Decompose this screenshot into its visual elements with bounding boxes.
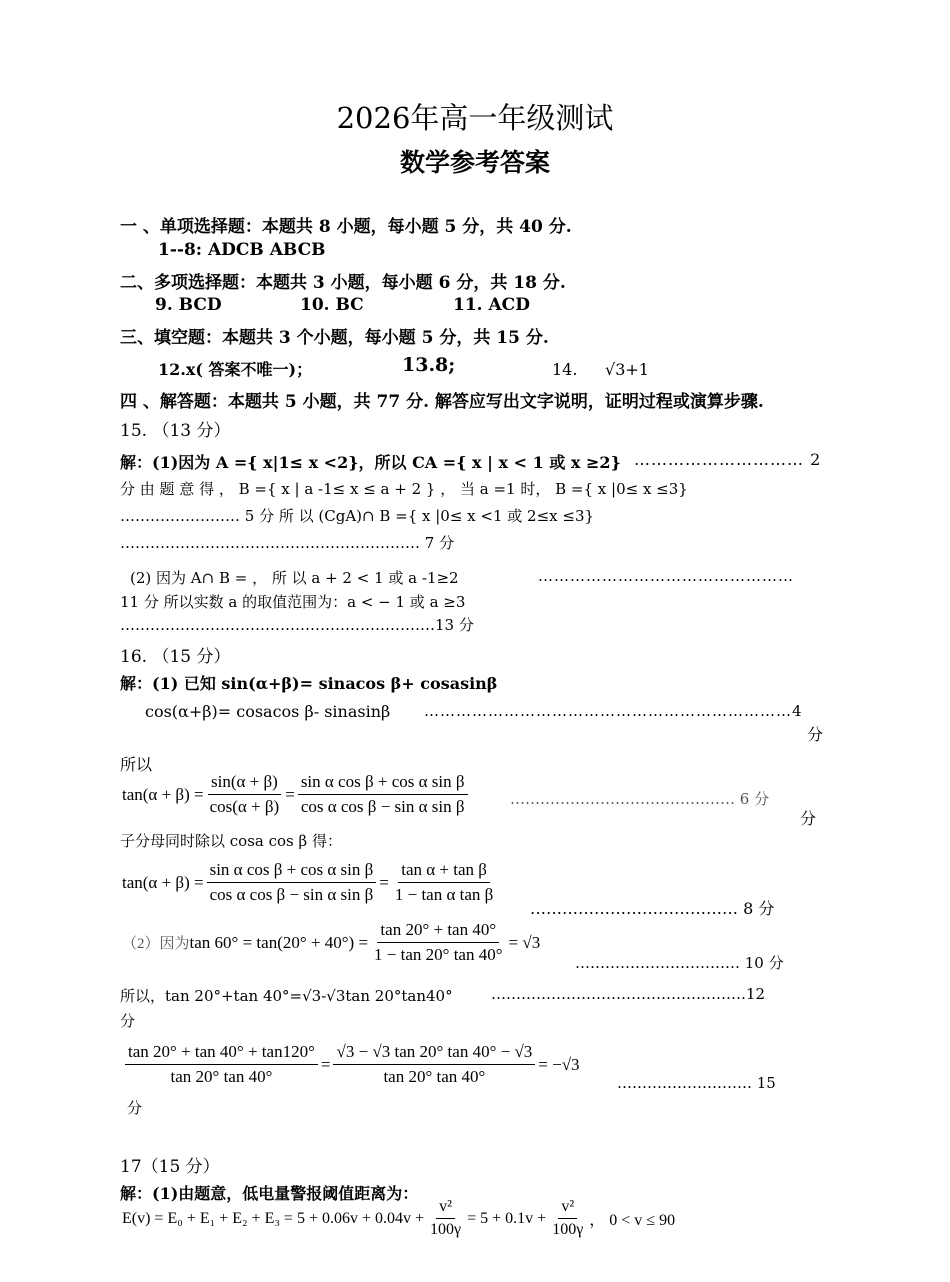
q15-label: 15. （13 分） — [120, 421, 231, 441]
q16-equation-3: （2）因为 tan 60° = tan(20° + 40°) = $\frac{\tan 20^\circ + \tan 40^\circ}{1 - \tan 20^\circ \tan 40^\circ}$ = √3 — [122, 920, 541, 964]
q16-line-so: 所以，tan 20°+tan 40°=√3-√3tan 20°tan40° — [120, 987, 453, 1005]
page-subtitle: 数学参考答案 — [399, 148, 550, 177]
answers-1-8: 1--8: ADCB ABCB — [158, 240, 326, 260]
q15-line-1: 解：(1)因为 A ={ x|1≤ x <2}，所以 CA ={ x | x < 1 或 x ≥2} — [120, 453, 621, 472]
q15-line-5: (2) 因为 A∩ B = ， 所 以 a + 2 < 1 或 a -1≥2 — [130, 569, 459, 587]
q15-line-1-dots: ………………………… 2 — [634, 450, 822, 469]
q15-line-5-dots: ………………………………………… — [538, 567, 794, 585]
q15-line-7: ………………………………………………………13 分 — [120, 616, 474, 634]
answer-10: 10. BC — [300, 295, 364, 315]
q15-line-4: …………………………………………………… 7 分 — [120, 534, 455, 552]
q15-line-2: 分 由 题 意 得 ， B ={ x | a -1≤ x ≤ a + 2 } ， 当 a =1 时， B ={ x |0≤ x ≤3} — [120, 480, 688, 498]
q16-line-1: 解：(1) 已知 sin(α+β)= sinacos β+ cosasinβ — [120, 674, 498, 693]
section-heading-1: 一 、单项选择题：本题共 8 小题，每小题 5 分，共 40 分. — [120, 217, 572, 237]
q15-line-3: …………………… 5 分 所 以 (CgA)∩ B ={ x |0≤ x <1 或 2≤x ≤3} — [120, 507, 595, 525]
q16-label: 16. （15 分） — [120, 647, 231, 667]
q16-eq3-dots: …………………………… 10 分 — [575, 954, 784, 972]
section-heading-4: 四 、解答题：本题共 5 小题，共 77 分. 解答应写出文字说明，证明过程或演算步骤. — [120, 392, 764, 412]
q16-equation-4: $\frac{\tan 20^\circ + \tan 40^\circ + \tan 120^\circ}{\tan 20^\circ \tan 40^\circ}$ = $\frac{√3 - √3 \tan 20^\circ \tan 40^\circ - √3}{\tan 20^\circ \tan 40^\circ}$ = −√3 — [122, 1042, 580, 1087]
q16-equation-2: tan(α + β) = $\frac{\text{sin α cos β + cos α sin β}}{\text{cos α cos β − sin α sin β}}$ = $\frac{\text{tan α + tan β}}{\text{1 − tan α tan β}}$ — [122, 860, 494, 904]
q16-eq4-unit: 分 — [127, 1099, 143, 1117]
q15-line-6: 11 分 所以实数 a 的取值范围为：a < − 1 或 a ≥3 — [120, 593, 466, 611]
q16-eq1-dots: ……………………………………… 6 分 — [510, 790, 770, 808]
q16-divide-note: 子分母同时除以 cosa cos β 得： — [120, 832, 342, 850]
answer-12: 12.x( 答案不唯一)； — [158, 360, 313, 379]
q16-equation-1: tan(α + β) = $\frac{\sin(\alpha + \beta)}{\cos(\alpha + \beta)}$ = $\frac{\text{sin α cos β + cos α sin β}}{\text{cos α cos β − sin α sin β}}$ — [122, 772, 471, 817]
answer-13: 13.8; — [402, 354, 456, 376]
answer-14: √3+1 — [605, 360, 649, 379]
q17-line-1: 解：(1)由题意，低电量警报阈值距离为： — [120, 1184, 419, 1203]
q17-label: 17（15 分） — [120, 1157, 220, 1177]
q16-line-2-dots: ……………………………………………………………4 — [424, 702, 803, 720]
q16-line-so-unit: 分 — [120, 1012, 136, 1030]
section-heading-3: 三、填空题：本题共 3 个小题，每小题 5 分，共 15 分. — [120, 328, 549, 348]
q16-line-2: cos(α+β)= cosacos β- sinasinβ — [145, 702, 391, 721]
answer-9: 9. BCD — [155, 295, 222, 315]
q16-eq2-dots: ………………………………… 8 分 — [530, 899, 775, 918]
answer-14-number: 14. — [552, 360, 578, 379]
q16-line-so-dots: ……………………………………………12 — [491, 985, 766, 1003]
q17-equation-1: E(v) = E₀ + E₁ + E₂ + E₃ = 5 + 0.06v + 0.04v + $\frac{\text{v²}}{100\gamma}$ = 5 + 0.1v + $\frac{\text{v²}}{100\gamma}$ ， 0 < v ≤ 90 — [122, 1198, 676, 1238]
q16-line-2-unit: 分 — [807, 725, 824, 744]
q16-eq4-dots: ……………………… 15 — [617, 1074, 776, 1092]
section-heading-2: 二、多项选择题：本题共 3 小题，每小题 6 分，共 18 分. — [120, 273, 566, 293]
q16-eq1-unit: 分 — [800, 809, 817, 828]
page-title: 2026年高一年级测试 — [336, 101, 614, 135]
answer-11: 11. ACD — [453, 295, 530, 315]
q16-suoyi: 所以 — [120, 755, 153, 774]
